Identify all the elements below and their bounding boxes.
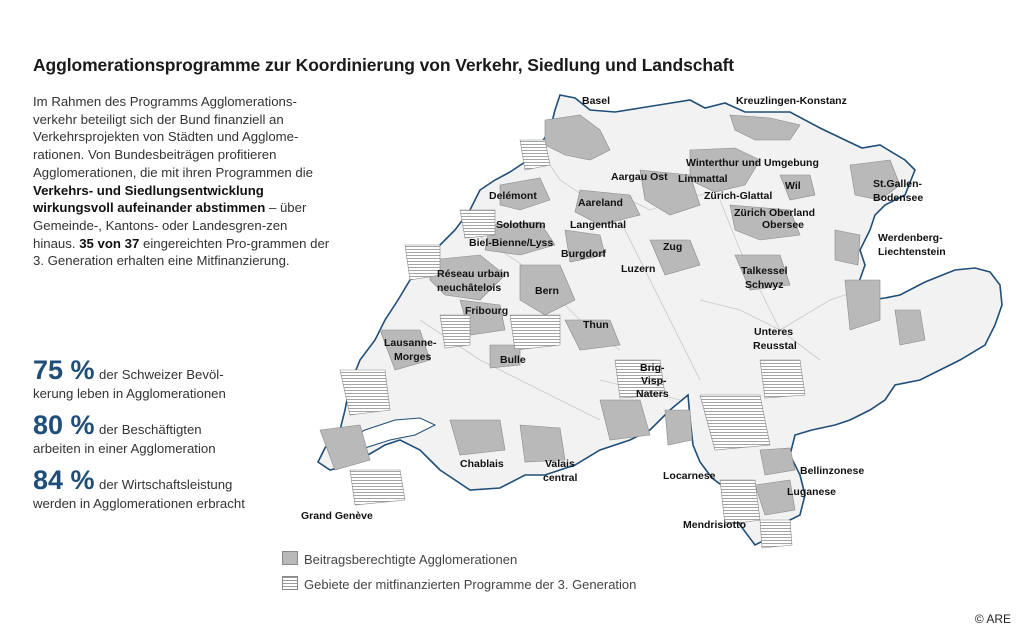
stat-line-1: der Beschäftigten [99, 422, 202, 437]
label-langenthal: Langenthal [570, 219, 627, 231]
copyright: © ARE [974, 612, 1011, 626]
label-winterthur: Winterthur und Umgebung [686, 157, 819, 169]
label-unteres-1: Unteres [754, 326, 794, 338]
legend-grey [282, 551, 517, 567]
stat-value: 84 % [33, 465, 95, 495]
label-brig-1: Brig- [640, 362, 665, 374]
label-zuerich-oberland-1: Zürich Oberland [734, 207, 816, 219]
stat-value: 75 % [33, 355, 95, 385]
label-brig-2: Visp- [641, 375, 667, 387]
intro-part-2: – über Gemeinde-, Kantons- oder Landesgren-zen hinaus. [33, 200, 307, 251]
label-chablais: Chablais [460, 458, 504, 470]
stat-value: 80 % [33, 410, 95, 440]
stat-line-2: kerung leben in Agglomerationen [33, 386, 226, 401]
intro-bold-1: Verkehrs- und Siedlungsentwicklung wirkungsvoll aufeinander abstimmen [33, 182, 266, 216]
legend-grey-swatch [282, 551, 298, 565]
label-luzern: Luzern [621, 263, 656, 275]
label-reseau-1: Réseau urbain [437, 268, 510, 280]
label-talkessel-1: Talkessel [741, 265, 788, 277]
label-limmattal: Limmattal [678, 173, 728, 185]
label-lausanne-2: Morges [394, 351, 432, 363]
intro-part-1: Im Rahmen des Programms Agglomerations-verkehr beteiligt sich der Bund finanziell an Verkehrsprojekten von Städten und Agglome-rationen. Von Bundesbeiträgen profitieren Agglomerationen, die mit ihren Programmen die [33, 94, 314, 180]
page-title: Agglomerationsprogramme zur Koordinierung von Verkehr, Siedlung und Landschaft [33, 55, 735, 75]
label-valais-1: Valais [545, 458, 575, 470]
label-thun: Thun [583, 319, 609, 331]
label-grand-geneve: Grand Genève [301, 510, 373, 522]
stat-line-1: der Schweizer Bevöl- [99, 367, 224, 382]
label-kreuzlingen: Kreuzlingen-Konstanz [736, 95, 847, 107]
label-mendrisiotto: Mendrisiotto [683, 519, 746, 531]
label-bulle: Bulle [500, 354, 526, 366]
label-reseau-2: neuchâtelois [437, 282, 502, 294]
label-burgdorf: Burgdorf [561, 248, 606, 260]
label-aareland: Aareland [578, 197, 623, 209]
label-aargau-ost: Aargau Ost [611, 171, 668, 183]
label-basel: Basel [582, 95, 611, 107]
stat-line-2: arbeiten in einer Agglomeration [33, 441, 216, 456]
label-locarnese: Locarnese [663, 470, 716, 482]
stat-line-1: der Wirtschaftsleistung [99, 477, 233, 492]
stat-line-2: werden in Agglomerationen erbracht [33, 496, 245, 511]
label-solothurn: Solothurn [496, 219, 546, 231]
label-luganese: Luganese [787, 486, 837, 498]
label-st-gallen-1: St.Gallen- [873, 178, 923, 190]
intro-part-3: eingereichten Pro-grammen der 3. Generation erhalten eine Mitfinanzierung. [33, 235, 330, 269]
legend-hatch [282, 576, 636, 592]
label-bern: Bern [535, 285, 559, 297]
label-zuerich-glattal: Zürich-Glattal [704, 190, 773, 202]
label-brig-3: Naters [636, 388, 669, 400]
label-lausanne-1: Lausanne- [384, 337, 437, 349]
label-wil: Wil [785, 180, 801, 192]
legend-grey-label: Beitragsberechtigte Agglomerationen [304, 552, 518, 567]
label-talkessel-2: Schwyz [745, 279, 784, 291]
label-zug: Zug [663, 241, 683, 253]
label-st-gallen-2: Bodensee [873, 192, 924, 204]
legend-hatch-label: Gebiete der mitfinanzierten Programme der 3. Generation [304, 577, 637, 592]
label-werdenberg-2: Liechtenstein [878, 246, 946, 258]
label-werdenberg-1: Werdenberg- [878, 232, 943, 244]
label-unteres-2: Reusstal [753, 340, 797, 352]
label-valais-2: central [543, 472, 578, 484]
legend-hatch-swatch [282, 576, 298, 590]
label-delemont: Delémont [489, 190, 537, 202]
intro-bold-2: 35 von 37 [79, 235, 140, 251]
label-fribourg: Fribourg [465, 305, 509, 317]
label-zuerich-oberland-2: Obersee [762, 219, 805, 231]
label-bellinzonese: Bellinzonese [800, 465, 865, 477]
label-biel: Biel-Bienne/Lyss [469, 237, 554, 249]
